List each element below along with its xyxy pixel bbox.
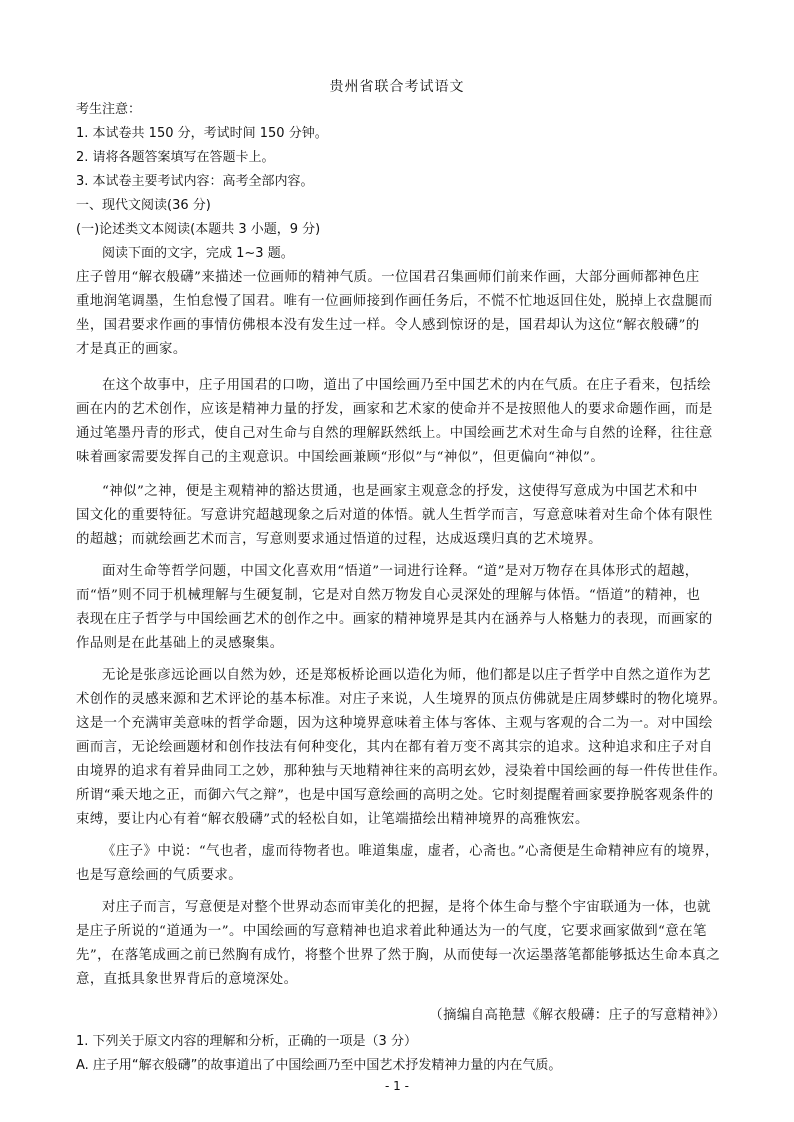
- passage-line: 这是一个充满审美意味的哲学命题，因为这种境界意味着主体与客体、主观与客观的合二为一。对中国绘: [76, 716, 713, 731]
- passage-line: 先”，在落笔成画之前已然胸有成竹，将整个世界了然于胸，从而使每一次运墨落笔都能够抵达生命本真之: [76, 948, 720, 963]
- question-1: 1. 下列关于原文内容的理解和分析，正确的一项是（3 分）: [76, 1034, 417, 1049]
- passage-line: 而“悟”则不同于机械理解与生硬复制，它是对自然万物发自心灵深处的理解与体悟。“悟道”的精神，也: [76, 588, 701, 603]
- passage-line: 味着画家需要发挥自己的主观意识。中国绘画兼顾“形似”与“神似”，但更偏向“神似”。: [76, 450, 605, 465]
- passage-source: （摘编自高艳慧《解衣般礴：庄子的写意精神》）: [429, 1008, 726, 1023]
- passage-line: 画而言，无论绘画题材和创作技法有何种变化，其内在都有着万变不离其宗的追求。这种追求和庄子对自: [76, 740, 713, 755]
- notice-item-3: 3. 本试卷主要考试内容：高考全部内容。: [76, 174, 314, 189]
- passage-line: 是庄子所说的“道通为一”。中国绘画的写意精神也追求着此种通达为一的气度，它要求画家做到“意在笔: [76, 924, 707, 939]
- passage-line: 无论是张彦远论画以自然为妙，还是郑板桥论画以造化为师，他们都是以庄子哲学中自然之道作为艺: [102, 668, 711, 683]
- passage-line: 国文化的重要特征。写意讲究超越现象之后对道的体悟。就人生哲学而言，写意意味着对生命个体有限性: [76, 508, 713, 523]
- passage-line: 作品则是在此基础上的灵感聚集。: [76, 636, 284, 651]
- passage-line: 面对生命等哲学问题，中国文化喜欢用“悟道”一词进行诠释。“道”是对万物存在具体形式的超越，: [102, 564, 699, 579]
- notice-heading: 考生注意：: [76, 102, 142, 117]
- passage-line: 所谓“乘天地之正，而御六气之辩”，也是中国写意绘画的高明之处。它时刻提醒着画家要挣脱客观条件的: [76, 788, 714, 803]
- passage-line: 对庄子而言，写意便是对整个世界动态而审美化的把握，是将个体生命与整个宇宙联通为一体，也就: [102, 900, 711, 915]
- page-number: - 1 -: [385, 1079, 409, 1093]
- passage-line: 重地润笔调墨，生怕怠慢了国君。唯有一位画师接到作画任务后，不慌不忙地返回住处，脱掉上衣盘腿而: [76, 294, 713, 309]
- passage-line: 通过笔墨丹青的形式，使自己对生命与自然的理解跃然纸上。中国绘画艺术对生命与自然的诠释，往往意: [76, 426, 713, 441]
- exam-title: 贵州省联合考试语文: [329, 79, 465, 95]
- passage-line: 《庄子》中说：“气也者，虚而待物者也。唯道集虚，虚者，心斋也。”心斋便是生命精神应有的境界，: [102, 844, 719, 859]
- passage-line: 术创作的灵感来源和艺术评论的基本标准。对庄子来说，人生境界的顶点仿佛就是庄周梦蝶时的物化境界。: [76, 692, 727, 707]
- passage-line: 在这个故事中，庄子用国君的口吻，道出了中国绘画乃至中国艺术的内在气质。在庄子看来，包括绘: [102, 378, 711, 393]
- reading-instruction: 阅读下面的文字，完成 1~3 题。: [102, 246, 294, 261]
- subsection-heading: (一)论述类文本阅读(本题共 3 小题，9 分): [76, 222, 321, 237]
- passage-line: 的超越；而就绘画艺术而言，写意则要求通过悟道的过程，达成返璞归真的艺术境界。: [76, 532, 602, 547]
- notice-item-1: 1. 本试卷共 150 分，考试时间 150 分钟。: [76, 126, 328, 141]
- passage-line: 才是真正的画家。: [76, 342, 187, 357]
- passage-line: 表现在庄子哲学与中国绘画艺术的创作之中。画家的精神境界是其内在涵养与人格魅力的表现，而画家的: [76, 612, 713, 627]
- notice-item-2: 2. 请将各题答案填写在答题卡上。: [76, 150, 275, 165]
- section-heading: 一、现代文阅读(36 分): [76, 198, 211, 213]
- passage-line: “神似”之神，便是主观精神的豁达贯通，也是画家主观意念的抒发，这使得写意成为中国艺术和中: [102, 484, 698, 499]
- passage-line: 也是写意绘画的气质要求。: [76, 868, 243, 883]
- passage-line: 由境界的追求有着异曲同工之妙，那种独与天地精神往来的高明玄妙，浸染着中国绘画的每一件传世佳作。: [76, 764, 727, 779]
- passage-line: 坐，国君要求作画的事情仿佛根本没有发生过一样。令人感到惊讶的是，国君却认为这位“解衣般礴”的: [76, 318, 700, 333]
- passage-line: 庄子曾用“解衣般礴”来描述一位画师的精神气质。一位国君召集画师们前来作画，大部分画师都神色庄: [76, 270, 700, 285]
- passage-line: 束缚，要让内心有着“解衣般礴”式的轻松自如，让笔端描绘出精神境界的高雅恢宏。: [76, 812, 589, 827]
- passage-line: 画在内的艺术创作，应该是精神力量的抒发，画家和艺术家的使命并不是按照他人的要求命题作画，而是: [76, 402, 713, 417]
- question-1-option-a: A. 庄子用“解衣般礴”的故事道出了中国绘画乃至中国艺术抒发精神力量的内在气质。: [76, 1058, 562, 1073]
- passage-line: 意，直抵具象世界背后的意境深处。: [76, 972, 298, 987]
